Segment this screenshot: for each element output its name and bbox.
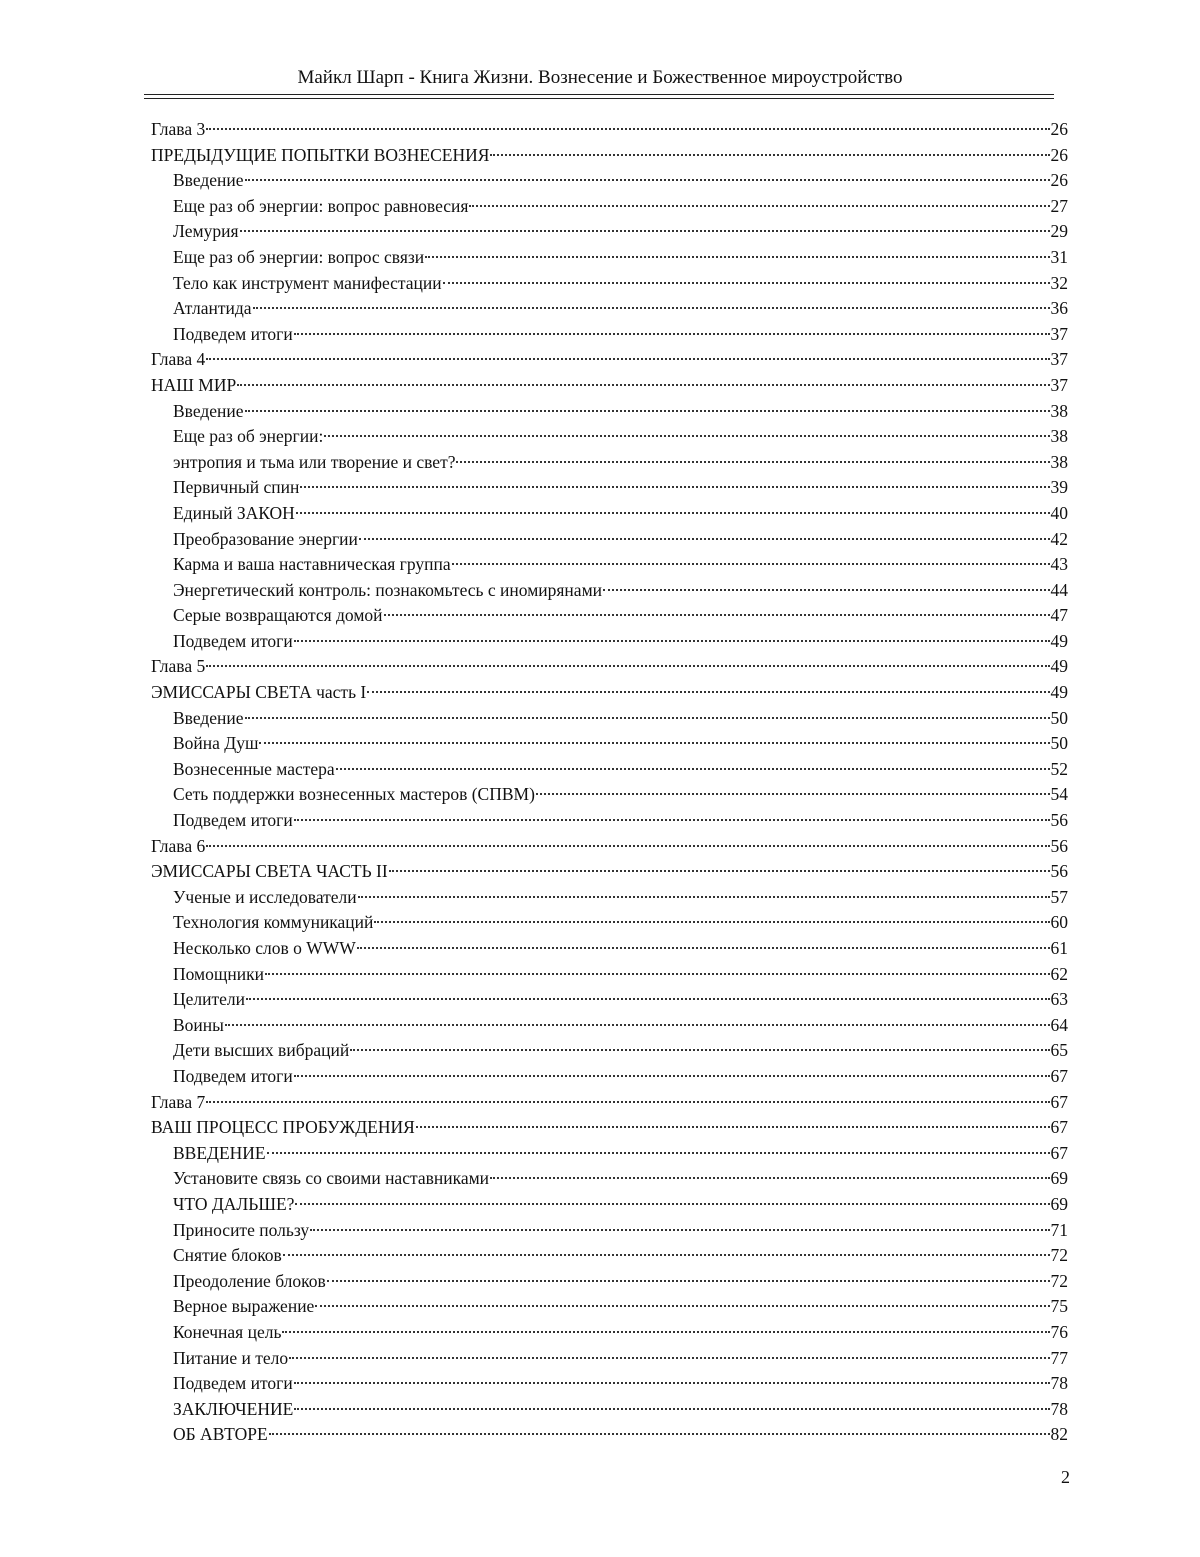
- toc-entry-page-number: 44: [1050, 579, 1068, 600]
- toc-dot-leader: [253, 306, 1050, 309]
- toc-dot-leader: [240, 229, 1050, 232]
- toc-section-entry[interactable]: [151, 527, 1068, 553]
- toc-dot-leader: [336, 767, 1050, 770]
- toc-entry-page-number: 31: [1050, 246, 1068, 267]
- page-header: Майкл Шарп - Книга Жизни. Вознесение и Божественное мироустройство: [297, 67, 903, 88]
- toc-dot-leader: [296, 511, 1050, 514]
- toc-section-entry[interactable]: [151, 1141, 1068, 1167]
- toc-section-entry[interactable]: [151, 1218, 1068, 1244]
- toc-entry-page-number: 62: [1050, 963, 1068, 984]
- toc-section-entry[interactable]: [151, 706, 1068, 732]
- toc-section-entry[interactable]: [151, 731, 1068, 757]
- toc-entry-page-number: 75: [1050, 1296, 1068, 1317]
- toc-entry-title: Глава 7: [151, 1091, 206, 1112]
- toc-dot-leader: [416, 1125, 1050, 1128]
- toc-section-entry[interactable]: [151, 168, 1068, 194]
- table-of-contents: [151, 117, 1068, 1448]
- toc-dot-leader: [536, 792, 1050, 795]
- toc-dot-leader: [490, 153, 1049, 156]
- toc-section-entry[interactable]: [151, 885, 1068, 911]
- toc-entry-page-number: 57: [1050, 886, 1068, 907]
- toc-section-entry[interactable]: [151, 219, 1068, 245]
- toc-entry-title: Энергетический контроль: познакомьтесь с иномирянами: [173, 579, 603, 600]
- toc-entry-title: Еще раз об энергии: вопрос связи: [173, 246, 425, 267]
- toc-dot-leader: [367, 690, 1049, 693]
- toc-entry-title: Введение: [173, 707, 244, 728]
- toc-dot-leader: [294, 1074, 1050, 1077]
- toc-entry-page-number: 67: [1050, 1117, 1068, 1138]
- toc-entry-title: Лемурия: [173, 221, 239, 242]
- toc-entry-title: Верное выражение: [173, 1296, 315, 1317]
- toc-chapter-entry[interactable]: [151, 143, 1068, 169]
- toc-dot-leader: [359, 537, 1050, 540]
- toc-entry-page-number: 39: [1050, 477, 1068, 498]
- toc-section-entry[interactable]: [151, 578, 1068, 604]
- toc-entry-page-number: 54: [1050, 784, 1068, 805]
- toc-dot-leader: [389, 869, 1050, 872]
- toc-chapter-entry[interactable]: [151, 373, 1068, 399]
- toc-entry-title: Глава 4: [151, 349, 206, 370]
- toc-dot-leader: [425, 255, 1049, 258]
- toc-entry-title: Ученые и исследователи: [173, 886, 357, 907]
- toc-entry-title: Серые возвращаются домой: [173, 605, 383, 626]
- toc-dot-leader: [384, 613, 1050, 616]
- toc-dot-leader: [282, 1330, 1049, 1333]
- toc-dot-leader: [206, 357, 1049, 360]
- toc-entry-title: Воины: [173, 1014, 224, 1035]
- toc-entry-title: Война Душ: [173, 733, 259, 754]
- toc-section-entry[interactable]: [151, 322, 1068, 348]
- toc-dot-leader: [324, 434, 1049, 437]
- toc-dot-leader: [245, 178, 1050, 181]
- toc-entry-page-number: 27: [1050, 195, 1068, 216]
- toc-dot-leader: [294, 818, 1050, 821]
- toc-section-entry[interactable]: [151, 1269, 1068, 1295]
- toc-entry-page-number: 56: [1050, 861, 1068, 882]
- toc-chapter-entry[interactable]: [151, 834, 1068, 860]
- toc-dot-leader: [206, 127, 1049, 130]
- toc-dot-leader: [357, 946, 1050, 949]
- toc-entry-title: ЧТО ДАЛЬШЕ?: [173, 1193, 295, 1214]
- toc-entry-page-number: 50: [1050, 733, 1068, 754]
- toc-entry-title: Целители: [173, 989, 246, 1010]
- toc-entry-title: Подведем итоги: [173, 1373, 293, 1394]
- toc-dot-leader: [206, 844, 1049, 847]
- toc-section-entry[interactable]: [151, 194, 1068, 220]
- toc-entry-title: Подведем итоги: [173, 1065, 293, 1086]
- toc-dot-leader: [246, 997, 1049, 1000]
- toc-section-entry[interactable]: [151, 424, 1068, 450]
- toc-entry-title: энтропия и тьма или творение и свет?: [173, 451, 456, 472]
- header-double-rule: [144, 94, 1054, 99]
- toc-section-entry[interactable]: [151, 987, 1068, 1013]
- toc-entry-title: Еще раз об энергии:: [173, 426, 324, 447]
- toc-entry-page-number: 43: [1050, 554, 1068, 575]
- toc-dot-leader: [603, 588, 1049, 591]
- toc-section-entry[interactable]: [151, 629, 1068, 655]
- toc-section-entry[interactable]: [151, 245, 1068, 271]
- toc-dot-leader: [358, 895, 1050, 898]
- toc-entry-page-number: 36: [1050, 298, 1068, 319]
- toc-entry-page-number: 72: [1050, 1245, 1068, 1266]
- toc-entry-page-number: 56: [1050, 835, 1068, 856]
- toc-section-entry[interactable]: [151, 962, 1068, 988]
- toc-entry-page-number: 32: [1050, 272, 1068, 293]
- toc-entry-page-number: 78: [1050, 1373, 1068, 1394]
- toc-entry-page-number: 47: [1050, 605, 1068, 626]
- toc-dot-leader: [300, 485, 1049, 488]
- toc-dot-leader: [315, 1304, 1049, 1307]
- toc-entry-page-number: 29: [1050, 221, 1068, 242]
- toc-entry-page-number: 65: [1050, 1040, 1068, 1061]
- toc-dot-leader: [456, 460, 1049, 463]
- toc-section-entry[interactable]: [151, 757, 1068, 783]
- toc-entry-title: Помощники: [173, 963, 264, 984]
- toc-section-entry[interactable]: [151, 1243, 1068, 1269]
- toc-entry-page-number: 26: [1050, 144, 1068, 165]
- toc-entry-title: Подведем итоги: [173, 810, 293, 831]
- toc-chapter-entry[interactable]: [151, 1115, 1068, 1141]
- toc-entry-page-number: 82: [1050, 1424, 1068, 1445]
- toc-entry-page-number: 37: [1050, 374, 1068, 395]
- toc-section-entry[interactable]: [151, 782, 1068, 808]
- toc-dot-leader: [295, 1202, 1049, 1205]
- toc-dot-leader: [265, 972, 1050, 975]
- toc-chapter-entry[interactable]: [151, 117, 1068, 143]
- toc-entry-page-number: 67: [1050, 1065, 1068, 1086]
- toc-entry-page-number: 26: [1050, 170, 1068, 191]
- toc-entry-title: ЭМИССАРЫ СВЕТА часть I: [151, 682, 367, 703]
- toc-section-entry[interactable]: [151, 1166, 1068, 1192]
- toc-entry-page-number: 38: [1050, 400, 1068, 421]
- toc-chapter-entry[interactable]: [151, 680, 1068, 706]
- toc-entry-page-number: 71: [1050, 1219, 1068, 1240]
- toc-dot-leader: [294, 332, 1050, 335]
- toc-entry-title: Глава 3: [151, 119, 206, 139]
- toc-entry-title: Дети высших вибраций: [173, 1040, 350, 1061]
- toc-entry-title: ВВЕДЕНИЕ: [173, 1142, 266, 1163]
- toc-entry-page-number: 49: [1050, 682, 1068, 703]
- toc-entry-page-number: 37: [1050, 323, 1068, 344]
- toc-entry-page-number: 56: [1050, 810, 1068, 831]
- toc-entry-title: ПРЕДЫДУЩИЕ ПОПЫТКИ ВОЗНЕСЕНИЯ: [151, 144, 490, 165]
- toc-section-entry[interactable]: [151, 910, 1068, 936]
- toc-entry-title: Атлантида: [173, 298, 252, 319]
- toc-entry-title: ОБ АВТОРЕ: [173, 1424, 268, 1445]
- toc-entry-page-number: 49: [1050, 630, 1068, 651]
- toc-section-entry[interactable]: [151, 1397, 1068, 1423]
- toc-chapter-entry[interactable]: [151, 347, 1068, 373]
- toc-section-entry[interactable]: [151, 1013, 1068, 1039]
- toc-section-entry[interactable]: [151, 501, 1068, 527]
- toc-entry-title: ВАШ ПРОЦЕСС ПРОБУЖДЕНИЯ: [151, 1117, 415, 1138]
- toc-entry-title: Сеть поддержки вознесенных мастеров (СПВМ): [173, 784, 535, 805]
- toc-dot-leader: [294, 1407, 1049, 1410]
- toc-section-entry[interactable]: [151, 1038, 1068, 1064]
- toc-entry-page-number: 69: [1050, 1193, 1068, 1214]
- toc-dot-leader: [267, 1151, 1050, 1154]
- toc-entry-page-number: 78: [1050, 1398, 1068, 1419]
- toc-entry-page-number: 64: [1050, 1014, 1068, 1035]
- toc-entry-title: Тело как инструмент манифестации: [173, 272, 442, 293]
- toc-entry-title: НАШ МИР: [151, 374, 237, 395]
- toc-section-entry[interactable]: [151, 936, 1068, 962]
- toc-dot-leader: [245, 409, 1050, 412]
- toc-entry-page-number: 37: [1050, 349, 1068, 370]
- toc-entry-page-number: 50: [1050, 707, 1068, 728]
- toc-entry-title: Преодоление блоков: [173, 1270, 326, 1291]
- toc-entry-title: Первичный спин: [173, 477, 300, 498]
- toc-entry-page-number: 49: [1050, 656, 1068, 677]
- toc-dot-leader: [443, 281, 1050, 284]
- toc-entry-title: Глава 5: [151, 656, 206, 677]
- toc-dot-leader: [206, 1100, 1049, 1103]
- toc-entry-page-number: 76: [1050, 1321, 1068, 1342]
- toc-entry-title: Вознесенные мастера: [173, 758, 335, 779]
- toc-chapter-entry[interactable]: [151, 1090, 1068, 1116]
- toc-dot-leader: [206, 664, 1049, 667]
- toc-entry-page-number: 52: [1050, 758, 1068, 779]
- toc-section-entry[interactable]: [151, 808, 1068, 834]
- toc-section-entry[interactable]: [151, 1294, 1068, 1320]
- toc-entry-title: Питание и тело: [173, 1347, 289, 1368]
- toc-dot-leader: [374, 920, 1049, 923]
- toc-section-entry[interactable]: [151, 1064, 1068, 1090]
- toc-entry-page-number: 67: [1050, 1091, 1068, 1112]
- toc-entry-title: ЭМИССАРЫ СВЕТА ЧАСТЬ II: [151, 861, 388, 882]
- toc-section-entry[interactable]: [151, 1422, 1068, 1448]
- toc-section-entry[interactable]: [151, 296, 1068, 322]
- toc-entry-page-number: 72: [1050, 1270, 1068, 1291]
- toc-entry-title: ЗАКЛЮЧЕНИЕ: [173, 1398, 294, 1419]
- toc-entry-title: Конечная цель: [173, 1321, 282, 1342]
- toc-chapter-entry[interactable]: [151, 654, 1068, 680]
- toc-dot-leader: [490, 1176, 1049, 1179]
- toc-entry-title: Подведем итоги: [173, 323, 293, 344]
- toc-entry-title: Еще раз об энергии: вопрос равновесия: [173, 195, 469, 216]
- toc-entry-title: Приносите пользу: [173, 1219, 310, 1240]
- toc-entry-page-number: 67: [1050, 1142, 1068, 1163]
- toc-dot-leader: [225, 1023, 1050, 1026]
- toc-section-entry[interactable]: [151, 399, 1068, 425]
- toc-entry-title: Установите связь со своими наставниками: [173, 1168, 490, 1189]
- toc-dot-leader: [245, 716, 1050, 719]
- toc-entry-title: Преобразование энергии: [173, 528, 358, 549]
- toc-entry-title: Снятие блоков: [173, 1245, 282, 1266]
- toc-dot-leader: [269, 1432, 1050, 1435]
- toc-entry-page-number: 69: [1050, 1168, 1068, 1189]
- toc-section-entry[interactable]: [151, 1371, 1068, 1397]
- toc-entry-page-number: 40: [1050, 502, 1068, 523]
- toc-entry-title: Подведем итоги: [173, 630, 293, 651]
- toc-chapter-entry[interactable]: [151, 859, 1068, 885]
- toc-entry-title: Глава 6: [151, 835, 206, 856]
- toc-section-entry[interactable]: [151, 271, 1068, 297]
- toc-entry-title: Введение: [173, 170, 244, 191]
- toc-dot-leader: [237, 383, 1049, 386]
- toc-dot-leader: [310, 1228, 1049, 1231]
- toc-dot-leader: [294, 639, 1050, 642]
- toc-section-entry[interactable]: [151, 475, 1068, 501]
- toc-section-entry[interactable]: [151, 552, 1068, 578]
- toc-entry-page-number: 61: [1050, 938, 1068, 958]
- toc-dot-leader: [289, 1356, 1049, 1359]
- toc-entry-page-number: 42: [1050, 528, 1068, 549]
- toc-dot-leader: [327, 1279, 1050, 1282]
- toc-section-entry[interactable]: [151, 450, 1068, 476]
- toc-dot-leader: [283, 1253, 1050, 1256]
- toc-entry-page-number: 26: [1050, 119, 1068, 139]
- toc-entry-title: Несколько слов о WWW: [173, 938, 356, 958]
- toc-dot-leader: [259, 741, 1049, 744]
- toc-dot-leader: [452, 562, 1050, 565]
- toc-dot-leader: [469, 204, 1049, 207]
- toc-entry-page-number: 63: [1050, 989, 1068, 1010]
- toc-entry-page-number: 38: [1050, 451, 1068, 472]
- toc-section-entry[interactable]: [151, 1346, 1068, 1372]
- toc-section-entry[interactable]: [151, 1320, 1068, 1346]
- toc-section-entry[interactable]: [151, 603, 1068, 629]
- toc-entry-page-number: 77: [1050, 1347, 1068, 1368]
- toc-entry-title: Карма и ваша наставническая группа: [173, 554, 451, 575]
- toc-entry-title: Единый ЗАКОН: [173, 502, 295, 523]
- toc-entry-page-number: 38: [1050, 426, 1068, 447]
- toc-dot-leader: [350, 1048, 1049, 1051]
- toc-entry-title: Технология коммуникаций: [173, 912, 374, 933]
- page-number: 2: [1061, 1467, 1070, 1487]
- toc-entry-page-number: 60: [1050, 912, 1068, 933]
- toc-dot-leader: [294, 1381, 1050, 1384]
- toc-section-entry[interactable]: [151, 1192, 1068, 1218]
- toc-entry-title: Введение: [173, 400, 244, 421]
